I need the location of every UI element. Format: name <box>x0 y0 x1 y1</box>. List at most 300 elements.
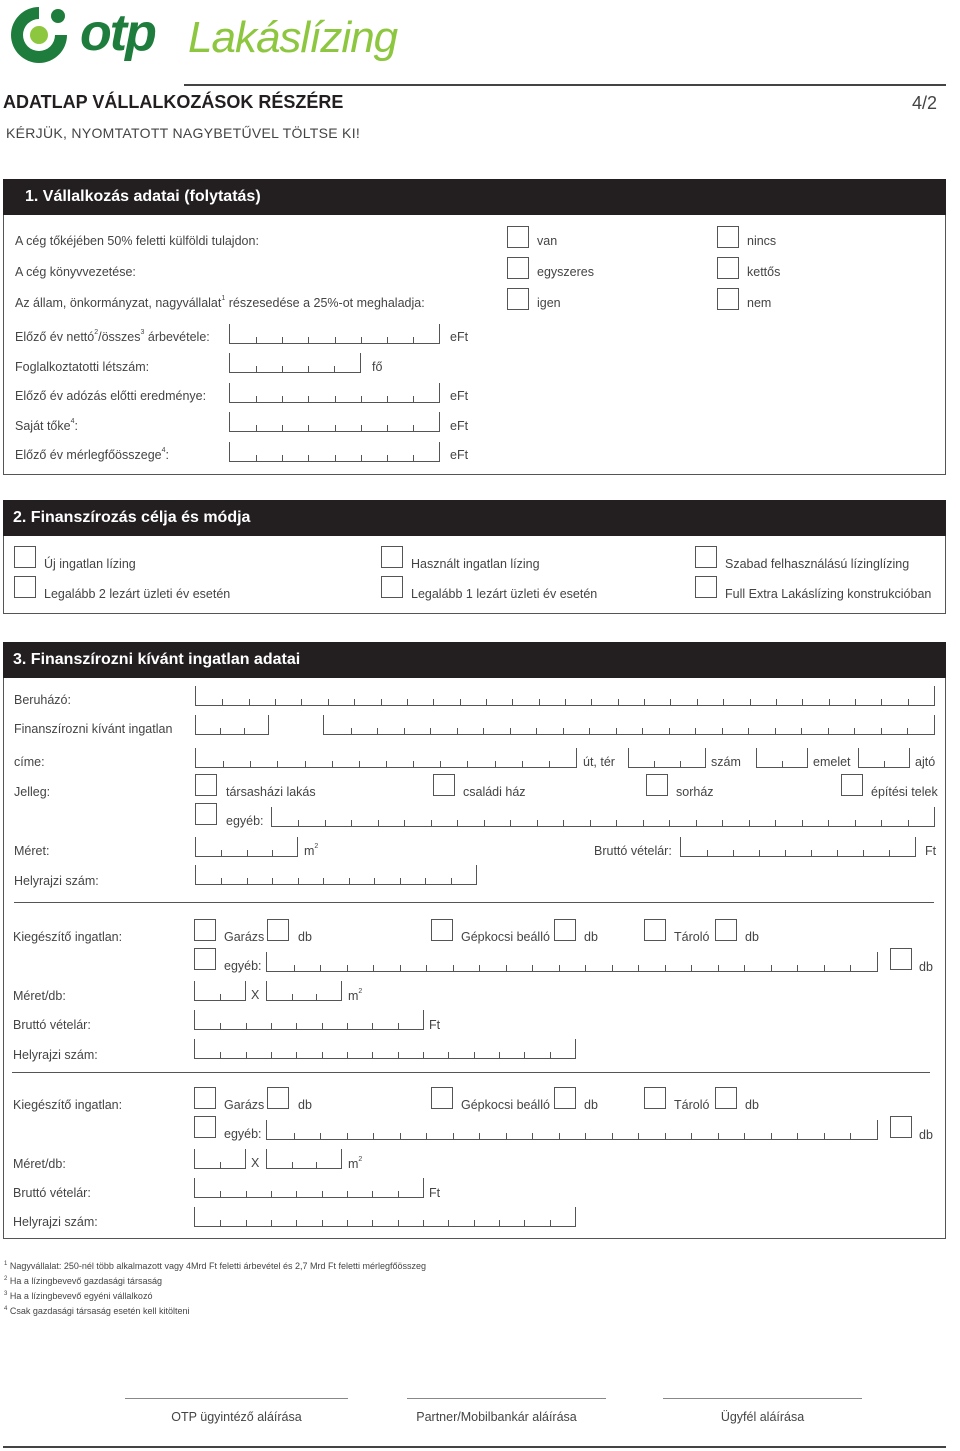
cell-divider <box>669 728 670 734</box>
city-input[interactable] <box>323 715 935 735</box>
cell-divider <box>246 1191 247 1197</box>
cell-divider <box>638 1133 639 1139</box>
cell-divider <box>669 820 670 826</box>
cell-divider <box>347 1191 348 1197</box>
cell-divider <box>549 761 550 767</box>
cell-divider <box>282 425 283 431</box>
cell-divider <box>244 728 245 734</box>
checkbox-nem[interactable] <box>717 288 739 310</box>
signature-line-1[interactable] <box>125 1398 348 1399</box>
label-door: ajtó <box>915 755 936 769</box>
profit-input[interactable] <box>229 383 440 403</box>
checkbox-storage-2[interactable] <box>644 1087 666 1109</box>
cell-divider <box>776 699 777 705</box>
parking-count-2[interactable] <box>554 1087 576 1109</box>
cell-divider <box>828 820 829 826</box>
cell-divider <box>522 761 523 767</box>
cell-divider <box>499 1220 500 1226</box>
label-type: Jelleg: <box>14 785 51 799</box>
cell-divider <box>272 850 273 856</box>
cell-divider <box>413 455 414 461</box>
cell-divider <box>372 1052 373 1058</box>
bottom-rule <box>3 1446 946 1448</box>
cell-divider <box>532 965 533 971</box>
cell-divider <box>616 820 617 826</box>
checkbox-garage-2[interactable] <box>194 1087 216 1109</box>
cell-divider <box>220 1191 221 1197</box>
cell-divider <box>750 699 751 705</box>
equity-unit: eFt <box>450 419 469 433</box>
cell-divider <box>802 699 803 705</box>
cell-divider <box>506 965 507 971</box>
cell-divider <box>908 820 909 826</box>
profit-unit: eFt <box>450 389 469 403</box>
x-1: X <box>251 988 260 1002</box>
label-1-year: Legalább 1 lezárt üzleti év esetén <box>411 587 598 601</box>
label-kettos: kettős <box>747 265 781 279</box>
number-input[interactable] <box>628 748 706 768</box>
other-input-2[interactable] <box>266 1120 878 1140</box>
cell-divider <box>359 761 360 767</box>
size-unit-2: $m^2$ <box>348 1156 363 1171</box>
cell-divider <box>404 820 405 826</box>
cell-divider <box>407 699 408 705</box>
size-input[interactable] <box>195 837 298 857</box>
cell-divider <box>644 699 645 705</box>
section2-title: 2. Finanszírozás célja és módja <box>13 509 251 526</box>
cell-divider <box>361 337 362 343</box>
label-egyszeres: egyszeres <box>537 265 594 279</box>
cell-divider <box>863 850 864 856</box>
price-unit-2: Ft <box>429 1186 441 1200</box>
cell-divider <box>400 1133 401 1139</box>
cell-divider <box>453 1133 454 1139</box>
cell-divider <box>665 1133 666 1139</box>
checkbox-family-house[interactable] <box>433 774 455 796</box>
cell-divider <box>785 850 786 856</box>
signature-label-3: Ügyfél aláírása <box>720 1410 805 1424</box>
cell-divider <box>220 1023 221 1029</box>
label-plot: építési telek <box>871 785 938 799</box>
cell-divider <box>308 366 309 372</box>
cell-divider <box>616 728 617 734</box>
label-price: Bruttó vételár: <box>594 844 672 858</box>
q-bookkeeping: A cég könyvvezetése: <box>15 265 136 279</box>
label-garage-2: Garázs <box>224 1098 265 1112</box>
cell-divider <box>322 1023 323 1029</box>
checkbox-other-type[interactable] <box>195 803 217 825</box>
cell-divider <box>797 965 798 971</box>
size-b-2[interactable] <box>266 1149 342 1169</box>
cell-divider <box>378 820 379 826</box>
label-nincs: nincs <box>747 234 777 248</box>
cell-divider <box>506 1133 507 1139</box>
label-full-extra: Full Extra Lakáslízing konstrukcióban <box>725 587 932 601</box>
cell-divider <box>334 366 335 372</box>
zip-input[interactable] <box>195 715 269 735</box>
label-used-lease: Használt ingatlan lízing <box>411 557 540 571</box>
other-input-1[interactable] <box>266 952 878 972</box>
cell-divider <box>881 699 882 705</box>
label-parking-1: Gépkocsi beálló <box>461 930 550 944</box>
balance-input[interactable] <box>229 442 440 462</box>
label-row-house: sorház <box>676 785 714 799</box>
db-storage-1: db <box>745 930 759 944</box>
cell-divider <box>782 761 783 767</box>
label-profit: Előző év adózás előtti eredménye: <box>15 389 207 403</box>
balance-unit: eFt <box>450 448 469 462</box>
cell-divider <box>722 820 723 826</box>
cell-divider <box>670 699 671 705</box>
cell-divider <box>222 699 223 705</box>
cell-divider <box>282 455 283 461</box>
cell-divider <box>559 965 560 971</box>
door-input[interactable] <box>858 748 910 768</box>
label-price-2: Bruttó vételár: <box>13 1186 91 1200</box>
checkbox-egyszeres[interactable] <box>507 257 529 279</box>
cell-divider <box>271 1052 272 1058</box>
cell-divider <box>801 728 802 734</box>
cell-divider <box>510 820 511 826</box>
label-nem: nem <box>747 296 772 310</box>
checkbox-kettos[interactable] <box>717 257 739 279</box>
cell-divider <box>457 820 458 826</box>
label-plot-number: Helyrajzi szám: <box>14 874 99 888</box>
size-unit: $m^2$ <box>304 843 319 858</box>
cell-divider <box>325 820 326 826</box>
cell-divider <box>347 1220 348 1226</box>
cell-divider <box>585 965 586 971</box>
label-new-lease: Új ingatlan lízing <box>44 557 136 571</box>
employees-input[interactable] <box>229 353 361 373</box>
cell-divider <box>292 1162 293 1168</box>
cell-divider <box>474 1052 475 1058</box>
signature-label-2: Partner/Mobilbankár aláírása <box>416 1410 577 1424</box>
label-2-years: Legalább 2 lezárt üzleti év esetén <box>44 587 231 601</box>
price-unit-1: Ft <box>429 1018 441 1032</box>
label-storage-1: Tároló <box>674 930 710 944</box>
checkbox-other-1[interactable] <box>194 948 216 970</box>
cell-divider <box>539 699 540 705</box>
cell-divider <box>271 1023 272 1029</box>
label-employees: Foglalkoztatotti létszám: <box>15 360 150 374</box>
label-property: Finanszírozni kívánt ingatlan <box>14 722 173 736</box>
cell-divider <box>425 878 426 884</box>
label-address: címe: <box>14 755 45 769</box>
cell-divider <box>223 761 224 767</box>
cell-divider <box>361 425 362 431</box>
cell-divider <box>448 1220 449 1226</box>
cell-divider <box>612 1133 613 1139</box>
cell-divider <box>697 699 698 705</box>
db-garage-1: db <box>298 930 312 944</box>
checkbox-garage-1[interactable] <box>194 919 216 941</box>
equity-input[interactable] <box>229 412 440 432</box>
cell-divider <box>400 965 401 971</box>
cell-divider <box>320 965 321 971</box>
cell-divider <box>855 820 856 826</box>
signature-line-3[interactable] <box>663 1398 862 1399</box>
plot-input-2[interactable] <box>194 1207 576 1227</box>
cell-divider <box>282 396 283 402</box>
cell-divider <box>850 965 851 971</box>
street-input[interactable] <box>195 748 577 768</box>
cell-divider <box>413 425 414 431</box>
investor-input[interactable] <box>195 686 935 706</box>
cell-divider <box>448 1052 449 1058</box>
cell-divider <box>256 425 257 431</box>
cell-divider <box>854 728 855 734</box>
cell-divider <box>246 1220 247 1226</box>
db-other-2: db <box>919 1128 933 1142</box>
checkbox-used-lease[interactable] <box>381 546 403 568</box>
cell-divider <box>332 761 333 767</box>
db-storage-2: db <box>745 1098 759 1112</box>
checkbox-plot[interactable] <box>841 774 863 796</box>
cell-divider <box>718 1133 719 1139</box>
cell-divider <box>308 337 309 343</box>
checkbox-new-lease[interactable] <box>14 546 36 568</box>
q-foreign: A cég tőkéjében 50% feletti külföldi tulajdon: <box>15 234 259 248</box>
cell-divider <box>881 820 882 826</box>
section1-header <box>3 179 946 215</box>
footnote-2: $^2$ Ha a lízingbevevő gazdasági társaság <box>4 1276 162 1286</box>
signature-line-2[interactable] <box>407 1398 606 1399</box>
cell-divider <box>850 1133 851 1139</box>
cell-divider <box>347 965 348 971</box>
cell-divider <box>723 699 724 705</box>
footnote-1: $^1$ Nagyvállalat: 250-nél több alkalmazott vagy 4Mrd Ft feletti árbevétel és 2,7 Mrd Ft feletti mérlegfőösszeg <box>4 1261 427 1271</box>
cell-divider <box>398 1220 399 1226</box>
cell-divider <box>483 728 484 734</box>
cell-divider <box>256 396 257 402</box>
cell-divider <box>695 728 696 734</box>
checkbox-other-2[interactable] <box>194 1116 216 1138</box>
cell-divider <box>824 965 825 971</box>
cell-divider <box>247 850 248 856</box>
label-other-1: egyéb: <box>224 959 262 973</box>
label-investor: Beruházó: <box>14 693 71 707</box>
cell-divider <box>351 728 352 734</box>
plot-number-input[interactable] <box>195 865 477 885</box>
plot-input-1[interactable] <box>194 1039 576 1059</box>
db-garage-2: db <box>298 1098 312 1112</box>
checkbox-igen[interactable] <box>507 288 529 310</box>
section3-header <box>3 642 946 678</box>
checkbox-storage-1[interactable] <box>644 919 666 941</box>
garage-count-1[interactable] <box>267 919 289 941</box>
cell-divider <box>323 878 324 884</box>
cell-divider <box>855 699 856 705</box>
price-input-1[interactable] <box>194 1010 424 1030</box>
label-other-type: egyéb: <box>226 814 264 828</box>
size-a-2[interactable] <box>194 1149 246 1169</box>
signature-label-1: OTP ügyintéző aláírása <box>171 1410 302 1424</box>
cell-divider <box>292 994 293 1000</box>
cell-divider <box>759 850 760 856</box>
checkbox-parking-2[interactable] <box>431 1087 453 1109</box>
cell-divider <box>322 1191 323 1197</box>
cell-divider <box>532 1133 533 1139</box>
cell-divider <box>590 820 591 826</box>
cell-divider <box>282 366 283 372</box>
cell-divider <box>398 1191 399 1197</box>
cell-divider <box>413 396 414 402</box>
cell-divider <box>718 965 719 971</box>
label-parking-2: Gépkocsi beálló <box>461 1098 550 1112</box>
footnote-4: $^4$ Csak gazdasági társaság esetén kell kitölteni <box>4 1306 190 1316</box>
q-state-share: Az állam, önkormányzat, nagyvállalat$^1$ részesedése a 25%-ot meghaladja: <box>15 295 425 310</box>
cell-divider <box>665 965 666 971</box>
parking-count-1[interactable] <box>554 919 576 941</box>
db-parking-2: db <box>584 1098 598 1112</box>
other-count-1[interactable] <box>890 948 912 970</box>
label-van: van <box>537 234 558 248</box>
cell-divider <box>335 425 336 431</box>
cell-divider <box>707 850 708 856</box>
label-number: szám <box>711 755 741 769</box>
revenue-input[interactable] <box>229 324 440 344</box>
label-equity: Saját tőke$^4$: <box>15 418 78 433</box>
cell-divider <box>431 820 432 826</box>
cell-divider <box>550 1052 551 1058</box>
storage-count-2[interactable] <box>715 1087 737 1109</box>
cell-divider <box>881 728 882 734</box>
checkbox-full-extra[interactable] <box>695 576 717 598</box>
checkbox-row-house[interactable] <box>646 774 668 796</box>
cell-divider <box>908 699 909 705</box>
cell-divider <box>301 699 302 705</box>
cell-divider <box>246 1023 247 1029</box>
cell-divider <box>451 878 452 884</box>
price-unit: Ft <box>925 844 937 858</box>
label-igen: igen <box>537 296 561 310</box>
size-b-1[interactable] <box>266 981 342 1001</box>
cell-divider <box>404 728 405 734</box>
cell-divider <box>413 761 414 767</box>
cell-divider <box>550 1220 551 1226</box>
revenue-unit: eFt <box>450 330 469 344</box>
size-a-1[interactable] <box>194 981 246 1001</box>
cell-divider <box>512 699 513 705</box>
cell-divider <box>374 878 375 884</box>
cell-divider <box>347 1133 348 1139</box>
cell-divider <box>220 1052 221 1058</box>
cell-divider <box>426 1133 427 1139</box>
cell-divider <box>612 965 613 971</box>
cell-divider <box>479 965 480 971</box>
cell-divider <box>642 728 643 734</box>
floor-input[interactable] <box>756 748 808 768</box>
checkbox-apartment[interactable] <box>195 774 217 796</box>
cell-divider <box>256 337 257 343</box>
checkbox-free-lease[interactable] <box>695 546 717 568</box>
cell-divider <box>430 728 431 734</box>
cell-divider <box>322 1220 323 1226</box>
label-free-lease: Szabad felhasználású lízinglízing <box>725 557 910 571</box>
cell-divider <box>372 1191 373 1197</box>
cell-divider <box>413 337 414 343</box>
cell-divider <box>829 699 830 705</box>
cell-divider <box>824 1133 825 1139</box>
cell-divider <box>316 1162 317 1168</box>
label-garage-1: Garázs <box>224 930 265 944</box>
cell-divider <box>837 850 838 856</box>
cell-divider <box>250 761 251 767</box>
garage-count-2[interactable] <box>267 1087 289 1109</box>
checkbox-2-years[interactable] <box>14 576 36 598</box>
cell-divider <box>349 878 350 884</box>
cell-divider <box>256 366 257 372</box>
storage-count-1[interactable] <box>715 919 737 941</box>
cell-divider <box>453 965 454 971</box>
cell-divider <box>591 699 592 705</box>
checkbox-van[interactable] <box>507 226 529 248</box>
label-extra-1: Kiegészítő ingatlan: <box>13 930 123 944</box>
page-number: 4/2 <box>912 93 938 113</box>
header-rule <box>184 84 946 86</box>
cell-divider <box>457 728 458 734</box>
checkbox-parking-1[interactable] <box>431 919 453 941</box>
cell-divider <box>771 1133 772 1139</box>
checkbox-1-year[interactable] <box>381 576 403 598</box>
cell-divider <box>748 728 749 734</box>
divider-2 <box>12 1072 930 1073</box>
cell-divider <box>347 1023 348 1029</box>
cell-divider <box>271 1220 272 1226</box>
cell-divider <box>220 1162 221 1168</box>
cell-divider <box>272 878 273 884</box>
cell-divider <box>294 965 295 971</box>
cell-divider <box>680 761 681 767</box>
section2-frame <box>3 536 946 614</box>
cell-divider <box>361 455 362 461</box>
label-size: Méret: <box>14 844 50 858</box>
cell-divider <box>277 761 278 767</box>
cell-divider <box>696 820 697 826</box>
label-balance: Előző év mérlegfőösszege$^4$: <box>15 447 169 462</box>
cell-divider <box>351 820 352 826</box>
cell-divider <box>282 337 283 343</box>
price-input-2[interactable] <box>194 1178 424 1198</box>
cell-divider <box>387 425 388 431</box>
cell-divider <box>802 820 803 826</box>
label-plot-2: Helyrajzi szám: <box>13 1215 98 1229</box>
cell-divider <box>372 1220 373 1226</box>
cell-divider <box>423 1220 424 1226</box>
label-street: út, tér <box>583 755 615 769</box>
cell-divider <box>643 820 644 826</box>
cell-divider <box>797 1133 798 1139</box>
cell-divider <box>398 1023 399 1029</box>
cell-divider <box>722 728 723 734</box>
otp-logo-icon <box>6 2 72 68</box>
cell-divider <box>433 699 434 705</box>
cell-divider <box>275 699 276 705</box>
price-input[interactable] <box>680 837 916 857</box>
label-floor: emelet <box>813 755 851 769</box>
cell-divider <box>565 699 566 705</box>
other-count-2[interactable] <box>890 1116 912 1138</box>
cell-divider <box>499 1052 500 1058</box>
label-sizedb-1: Méret/db: <box>13 989 66 1003</box>
db-parking-1: db <box>584 930 598 944</box>
checkbox-nincs[interactable] <box>717 226 739 248</box>
cell-divider <box>486 699 487 705</box>
other-type-input[interactable] <box>271 807 935 827</box>
cell-divider <box>524 1052 525 1058</box>
cell-divider <box>298 878 299 884</box>
